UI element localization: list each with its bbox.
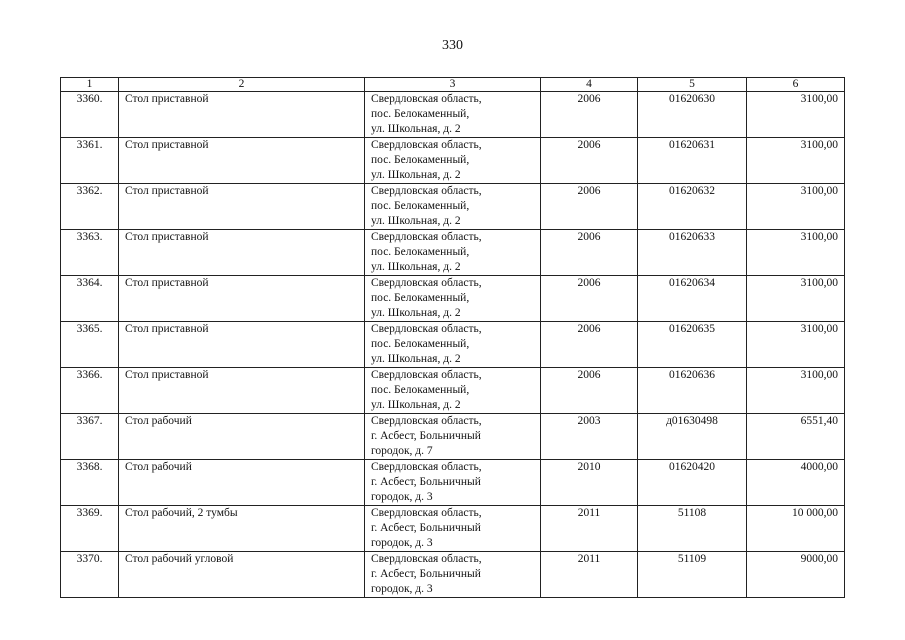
table-body	[61, 92, 845, 598]
row-number-cell: 3363.	[61, 230, 119, 276]
address-line: ул. Школьная, д. 2	[371, 399, 461, 411]
address-cell	[365, 138, 541, 184]
inventory-number-cell: 01620634	[638, 276, 747, 322]
cost-cell: 3100,00	[747, 276, 845, 322]
address-line: пос. Белокаменный,	[371, 292, 470, 304]
table-header-row	[61, 78, 845, 92]
address-cell	[365, 368, 541, 414]
address-line: Свердловская область,	[371, 415, 482, 427]
inventory-number-cell: 51109	[638, 552, 747, 598]
address-line: Свердловская область,	[371, 231, 482, 243]
item-name-cell: Стол приставной	[119, 368, 365, 414]
address-line: ул. Школьная, д. 2	[371, 215, 461, 227]
address-line: Свердловская область,	[371, 139, 482, 151]
inventory-number-cell: 01620631	[638, 138, 747, 184]
table-row	[61, 322, 845, 368]
address-cell	[365, 414, 541, 460]
row-number-cell: 3362.	[61, 184, 119, 230]
address-line: Свердловская область,	[371, 461, 482, 473]
inventory-number-cell: 01620632	[638, 184, 747, 230]
address-line: городок, д. 3	[371, 491, 433, 503]
property-table	[60, 77, 845, 598]
inventory-number-cell: 01620630	[638, 92, 747, 138]
cost-cell: 9000,00	[747, 552, 845, 598]
year-cell: 2006	[541, 92, 638, 138]
address-line: пос. Белокаменный,	[371, 154, 470, 166]
address-line: городок, д. 7	[371, 445, 433, 457]
address-line: Свердловская область,	[371, 369, 482, 381]
inventory-number-cell: 51108	[638, 506, 747, 552]
row-number-cell: 3360.	[61, 92, 119, 138]
address-cell	[365, 230, 541, 276]
address-line: пос. Белокаменный,	[371, 200, 470, 212]
address-line: ул. Школьная, д. 2	[371, 169, 461, 181]
item-name-cell: Стол рабочий	[119, 414, 365, 460]
year-cell: 2006	[541, 322, 638, 368]
cost-cell: 10 000,00	[747, 506, 845, 552]
address-line: г. Асбест, Больничный	[371, 476, 481, 488]
row-number-cell: 3367.	[61, 414, 119, 460]
inventory-number-cell: 01620633	[638, 230, 747, 276]
inventory-number-cell: 01620635	[638, 322, 747, 368]
address-line: Свердловская область,	[371, 277, 482, 289]
address-line: городок, д. 3	[371, 583, 433, 595]
row-number-cell: 3370.	[61, 552, 119, 598]
item-name-cell: Стол рабочий	[119, 460, 365, 506]
row-number-cell: 3365.	[61, 322, 119, 368]
column-header-2: 2	[119, 78, 365, 92]
column-header-5: 5	[638, 78, 747, 92]
item-name-cell: Стол приставной	[119, 184, 365, 230]
row-number-cell: 3368.	[61, 460, 119, 506]
address-cell	[365, 460, 541, 506]
address-line: ул. Школьная, д. 2	[371, 123, 461, 135]
year-cell: 2006	[541, 276, 638, 322]
address-cell	[365, 184, 541, 230]
cost-cell: 3100,00	[747, 92, 845, 138]
row-number-cell: 3364.	[61, 276, 119, 322]
address-line: пос. Белокаменный,	[371, 338, 470, 350]
address-line: Свердловская область,	[371, 553, 482, 565]
cost-cell: 3100,00	[747, 322, 845, 368]
year-cell: 2006	[541, 368, 638, 414]
table-row	[61, 506, 845, 552]
address-cell	[365, 552, 541, 598]
address-line: Свердловская область,	[371, 93, 482, 105]
inventory-number-cell: д01630498	[638, 414, 747, 460]
address-line: ул. Школьная, д. 2	[371, 307, 461, 319]
cost-cell: 3100,00	[747, 184, 845, 230]
address-cell	[365, 506, 541, 552]
address-line: Свердловская область,	[371, 185, 482, 197]
column-header-1: 1	[61, 78, 119, 92]
item-name-cell: Стол приставной	[119, 322, 365, 368]
cost-cell: 3100,00	[747, 138, 845, 184]
address-line: городок, д. 3	[371, 537, 433, 549]
year-cell: 2006	[541, 230, 638, 276]
column-header-3: 3	[365, 78, 541, 92]
item-name-cell: Стол приставной	[119, 276, 365, 322]
address-line: пос. Белокаменный,	[371, 246, 470, 258]
table-row	[61, 92, 845, 138]
cost-cell: 4000,00	[747, 460, 845, 506]
cost-cell: 6551,40	[747, 414, 845, 460]
address-line: Свердловская область,	[371, 507, 482, 519]
column-header-6: 6	[747, 78, 845, 92]
address-line: пос. Белокаменный,	[371, 384, 470, 396]
address-cell	[365, 92, 541, 138]
row-number-cell: 3366.	[61, 368, 119, 414]
column-header-4: 4	[541, 78, 638, 92]
year-cell: 2006	[541, 184, 638, 230]
table-row	[61, 414, 845, 460]
item-name-cell: Стол приставной	[119, 92, 365, 138]
address-line: Свердловская область,	[371, 323, 482, 335]
address-line: ул. Школьная, д. 2	[371, 261, 461, 273]
address-line: ул. Школьная, д. 2	[371, 353, 461, 365]
item-name-cell: Стол приставной	[119, 230, 365, 276]
year-cell: 2011	[541, 506, 638, 552]
address-line: пос. Белокаменный,	[371, 108, 470, 120]
table-row	[61, 460, 845, 506]
page-number: 330	[442, 38, 463, 53]
row-number-cell: 3361.	[61, 138, 119, 184]
item-name-cell: Стол рабочий, 2 тумбы	[119, 506, 365, 552]
table-row	[61, 138, 845, 184]
table-row	[61, 276, 845, 322]
table-row	[61, 552, 845, 598]
year-cell: 2006	[541, 138, 638, 184]
address-line: г. Асбест, Больничный	[371, 430, 481, 442]
row-number-cell: 3369.	[61, 506, 119, 552]
year-cell: 2010	[541, 460, 638, 506]
year-cell: 2003	[541, 414, 638, 460]
item-name-cell: Стол рабочий угловой	[119, 552, 365, 598]
inventory-number-cell: 01620420	[638, 460, 747, 506]
table-row	[61, 184, 845, 230]
table-row	[61, 368, 845, 414]
address-cell	[365, 322, 541, 368]
address-cell	[365, 276, 541, 322]
table-row	[61, 230, 845, 276]
year-cell: 2011	[541, 552, 638, 598]
item-name-cell: Стол приставной	[119, 138, 365, 184]
address-line: г. Асбест, Больничный	[371, 568, 481, 580]
address-line: г. Асбест, Больничный	[371, 522, 481, 534]
cost-cell: 3100,00	[747, 368, 845, 414]
inventory-number-cell: 01620636	[638, 368, 747, 414]
cost-cell: 3100,00	[747, 230, 845, 276]
